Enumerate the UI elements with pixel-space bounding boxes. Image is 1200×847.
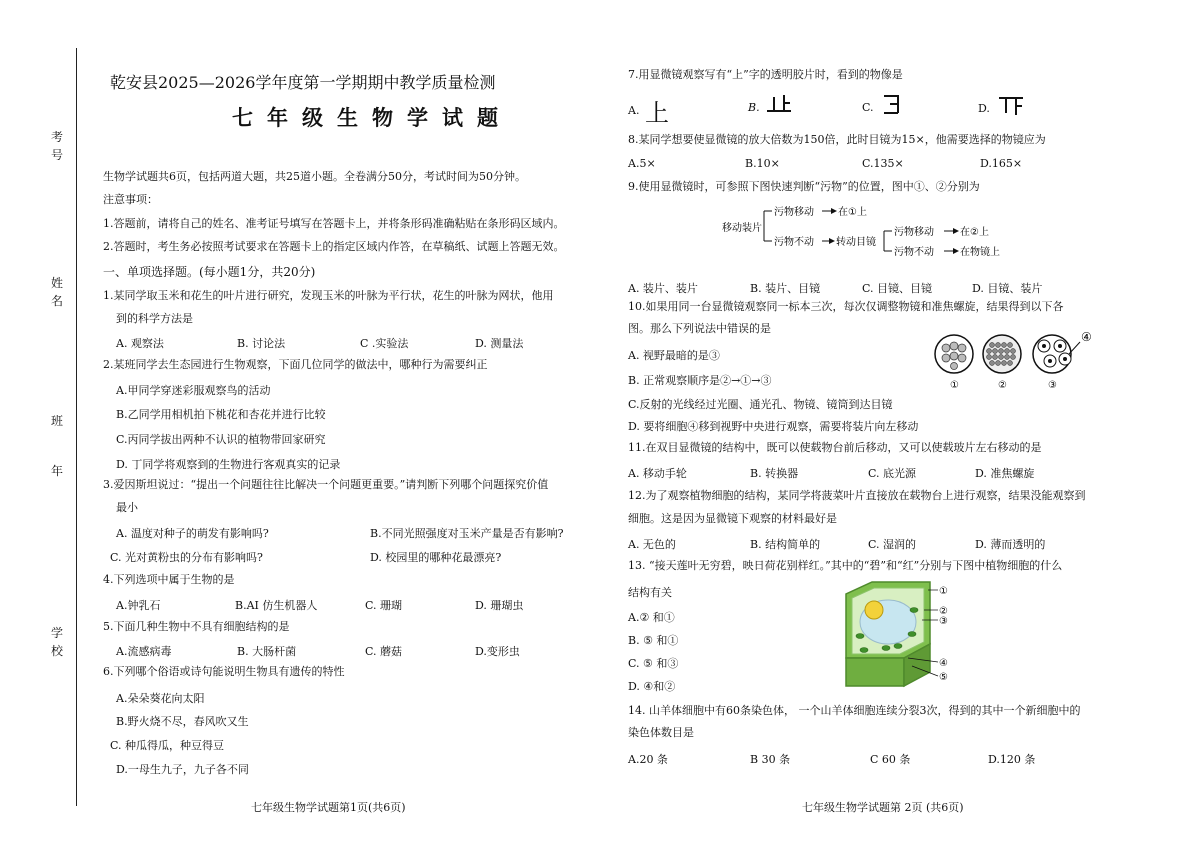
q12-option-b: B. 结构简单的: [750, 538, 821, 551]
q10-option-b: B. 正常观察顺序是②→①→③: [628, 374, 772, 387]
q12-option-d: D. 薄而透明的: [975, 538, 1046, 551]
q1-option-a: A. 观察法: [116, 337, 164, 350]
q9-option-d: D. 目镜、装片: [972, 282, 1043, 295]
q9-option-a: A. 装片、装片: [628, 282, 698, 295]
q9-node-root: 移动装片: [722, 223, 762, 234]
q7-text: 7.用显微镜观察写有“上”字的透明胶片时，看到的物像是: [628, 68, 903, 81]
q13-label-5: ⑤: [939, 672, 948, 683]
q7-glyph-d: [996, 94, 1026, 116]
q12-option-c: C. 湿润的: [868, 538, 917, 551]
q4-text: 4.下列选项中属于生物的是: [103, 573, 235, 586]
side-label-name: 姓名: [50, 276, 63, 308]
q9-node-moves2: 污物移动: [894, 227, 934, 238]
q9-node-turn: 转动目镜: [836, 237, 876, 248]
q14-text: 14. 山羊体细胞中有60条染色体， 一个山羊体细胞连续分裂3次，得到的其中一个新细胞中的: [628, 704, 1081, 717]
q9-node-not-move2: 污物不动: [894, 247, 934, 258]
nucleus: [865, 601, 883, 619]
q3-text: 3.爱因斯坦说过：“提出一个问题往往比解决一个问题更重要。”请判断下列哪个问题探究价值: [103, 478, 549, 491]
q7-option-a: A.: [628, 104, 640, 117]
q9-diagram: [718, 197, 1018, 263]
q11-option-b: B. 转换器: [750, 467, 799, 480]
q2-option-c: C.丙同学拔出两种不认识的植物带回家研究: [116, 433, 326, 446]
q10-option-a: A. 视野最暗的是③: [628, 349, 720, 362]
q13-plant-cell-figure: [838, 580, 958, 694]
q3-option-b: B.不同光照强度对玉米产量是否有影响?: [370, 527, 564, 540]
q13-option-a: A.② 和①: [628, 611, 675, 624]
q1-text: 1.某同学取玉米和花生的叶片进行研究，发现玉米的叶脉为平行状，花生的叶脉为网状，他用: [103, 289, 554, 302]
q14-option-c: C 60 条: [870, 753, 911, 766]
q10-figure: [932, 328, 1112, 392]
q6-option-a: A.朵朵葵花向太阳: [116, 692, 205, 705]
binding-line: [76, 48, 77, 806]
q1-option-d: D. 测量法: [475, 337, 524, 350]
q7-option-d: D.: [978, 102, 990, 115]
q8-text: 8.某同学想要使显微镜的放大倍数为150倍，此时目镜为15×，他需要选择的物镜应为: [628, 133, 1046, 146]
subject-title: 七年级生物学试题: [232, 105, 512, 130]
q6-option-c: C. 种瓜得瓜，种豆得豆: [110, 739, 225, 752]
q3-text-2: 最小: [116, 501, 138, 514]
q13-option-d: D. ④和②: [628, 680, 676, 693]
side-label-grade: 年: [50, 464, 63, 478]
q14-text-2: 染色体数目是: [628, 726, 694, 739]
q12-text: 12.为了观察植物细胞的结构，某同学将菠菜叶片直接放在载物台上进行观察，结果没能观察到: [628, 489, 1086, 502]
q10-view-2: [983, 335, 1021, 373]
q10-option-c: C.反射的光线经过光圈、通光孔、物镜、镜筒到达目镜: [628, 398, 893, 411]
q13-text-2: 结构有关: [628, 586, 672, 599]
q3-option-a: A. 温度对种子的萌发有影响吗?: [116, 527, 269, 540]
q13-label-4: ④: [939, 658, 948, 669]
q14-option-b: B 30 条: [750, 753, 791, 766]
q7-glyph-c: [880, 92, 904, 116]
q8-option-b: B.10×: [745, 157, 780, 170]
notice-1: 1.答题前，请将自己的姓名、准考证号填写在答题卡上，并将条形码准确粘贴在条形码区域内。: [103, 217, 565, 230]
q13-label-2: ②: [939, 606, 948, 617]
q13-option-b: B. ⑤ 和①: [628, 634, 679, 647]
side-label-class: 班: [50, 414, 63, 428]
q9-node-on-obj: 在物镜上: [960, 247, 1000, 258]
q14-option-d: D.120 条: [988, 753, 1036, 766]
q6-text: 6.下列哪个俗语或诗句能说明生物具有遗传的特性: [103, 665, 345, 678]
side-label-exam-no: 考号: [50, 130, 63, 162]
q3-option-c: C. 光对黄粉虫的分布有影响吗?: [110, 551, 263, 564]
q5-option-d: D.变形虫: [475, 645, 520, 658]
q9-node-on2: 在②上: [960, 227, 989, 238]
q6-option-b: B.野火烧不尽，春风吹又生: [116, 715, 249, 728]
q10-label-2: ②: [998, 380, 1007, 391]
q11-option-d: D. 准焦螺旋: [975, 467, 1035, 480]
q2-option-d: D. 丁同学将观察到的生物进行客观真实的记录: [116, 458, 341, 471]
q1-option-c: C .实验法: [360, 337, 409, 350]
q9-option-c: C. 目镜、目镜: [862, 282, 933, 295]
side-label-school: 学校: [50, 626, 63, 658]
q5-text: 5.下面几种生物中不具有细胞结构的是: [103, 620, 290, 633]
q10-label-1: ①: [950, 380, 959, 391]
notice-2: 2.答题时，考生务必按照考试要求在答题卡上的指定区域内作答，在草稿纸、试题上答题无效。: [103, 240, 565, 253]
q10-label-3: ③: [1048, 380, 1057, 391]
q13-text: 13. “接天莲叶无穷碧，映日荷花别样红。”其中的“碧”和“红”分别与下图中植物细胞的什么: [628, 559, 1063, 572]
q12-text-2: 细胞。这是因为显微镜下观察的材料最好是: [628, 512, 837, 525]
q8-option-a: A.5×: [628, 157, 656, 170]
q7-option-c: C.: [862, 101, 874, 114]
exam-title: 乾安县2025—2026学年度第一学期期中教学质量检测: [110, 73, 496, 92]
q13-label-3: ③: [939, 616, 948, 627]
q4-option-d: D. 珊瑚虫: [475, 599, 524, 612]
q10-option-d: D. 要将细胞④移到视野中央进行观察，需要将装片向左移动: [628, 420, 919, 433]
q9-node-not-move: 污物不动: [774, 237, 814, 248]
q12-option-a: A. 无色的: [628, 538, 676, 551]
q13-label-1: ①: [939, 586, 948, 597]
q4-option-c: C. 珊瑚: [365, 599, 403, 612]
q4-option-a: A.钟乳石: [116, 599, 161, 612]
q9-node-moves: 污物移动: [774, 207, 814, 218]
q11-option-a: A. 移动手轮: [628, 467, 687, 480]
q6-option-d: D.一母生九子，九子各不同: [116, 763, 249, 776]
q2-text: 2.某班同学去生态园进行生物观察，下面几位同学的做法中，哪种行为需要纠正: [103, 358, 488, 371]
q10-text: 10.如果用同一台显微镜观察同一标本三次，每次仅调整物镜和准焦螺旋，结果得到以下各: [628, 300, 1064, 313]
footer-right: 七年级生物学试题第 2页 (共6页): [802, 801, 964, 814]
q7-option-b: B.: [748, 101, 760, 114]
q5-option-b: B. 大肠杆菌: [237, 645, 297, 658]
q10-label-4: ④: [1081, 330, 1092, 344]
q2-option-b: B.乙同学用相机拍下桃花和杏花并进行比较: [116, 408, 326, 421]
q1-text-2: 到的科学方法是: [116, 312, 193, 325]
q2-option-a: A.甲同学穿迷彩服观察鸟的活动: [116, 384, 271, 397]
intro-line: 生物学试题共6页，包括两道大题，共25道小题。全卷满分50分，考试时间为50分钟。: [103, 170, 526, 183]
notice-title: 注意事项：: [103, 193, 158, 206]
q4-option-b: B.AI 仿生机器人: [235, 599, 318, 612]
q8-option-d: D.165×: [980, 157, 1023, 170]
q10-text-2: 图。那么下列说法中错误的是: [628, 322, 771, 335]
q9-text: 9.使用显微镜时，可参照下图快速判断“污物”的位置，图中①、②分别为: [628, 180, 980, 193]
q13-option-c: C. ⑤ 和③: [628, 657, 679, 670]
q11-option-c: C. 底光源: [868, 467, 917, 480]
q5-option-a: A.流感病毒: [116, 645, 172, 658]
q14-option-a: A.20 条: [628, 753, 668, 766]
section-heading: 一、单项选择题。(每小题1分，共20分): [103, 265, 316, 279]
q8-option-c: C.135×: [862, 157, 904, 170]
q7-glyph-a: 上: [645, 99, 669, 127]
q7-glyph-b: [764, 92, 794, 116]
q5-option-c: C. 蘑菇: [365, 645, 403, 658]
q1-option-b: B. 讨论法: [237, 337, 286, 350]
q3-option-d: D. 校园里的哪种花最漂亮?: [370, 551, 502, 564]
q9-option-b: B. 装片、目镜: [750, 282, 821, 295]
q11-text: 11.在双目显微镜的结构中，既可以使载物台前后移动，又可以使载玻片左右移动的是: [628, 441, 1042, 454]
q9-node-on-slide: 在①上: [838, 207, 867, 218]
footer-left: 七年级生物学试题第1页(共6页): [251, 801, 406, 814]
